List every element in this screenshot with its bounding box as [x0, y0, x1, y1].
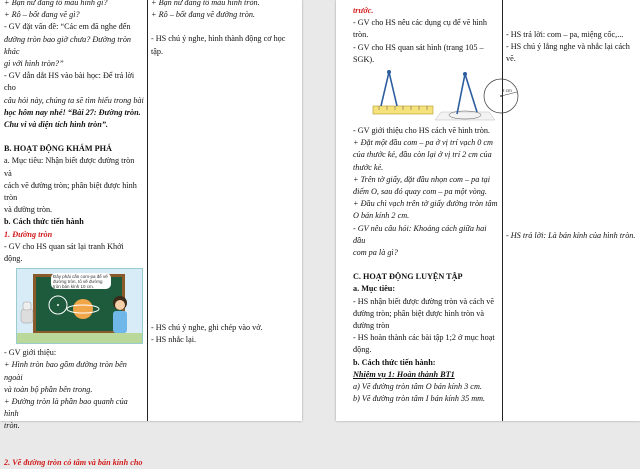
section-heading: C. HOẠT ĐỘNG LUYỆN TẬP [353, 272, 463, 282]
text-line: cách vẽ đường tròn; phân biệt được hình tròn [4, 180, 137, 203]
teacher-activities-column [353, 5, 512, 421]
text-line: và đường tròn. [4, 205, 53, 215]
subsection-heading: 2. Vẽ đường tròn có tâm và bán kính cho [4, 457, 143, 467]
text-line: và toàn bộ phần bên trong. [4, 384, 93, 394]
text-line: - HS chú ý nghe, ghi chép vào vở. [151, 322, 263, 332]
text-line: đường tròn bao giờ chưa? Đường tròn khác [4, 34, 132, 56]
text-line: + Rô – bốt đang vẽ đường tròn. [151, 10, 255, 20]
text-line: - HS trả lời: com – pa, miệng cốc,... [506, 30, 624, 39]
text-line: đường tròn; phân biệt được hình tròn và [353, 308, 484, 318]
lesson-title-line: Chu vi và diện tích hình tròn”. [4, 120, 108, 130]
subsection-heading: 1. Đường tròn [4, 229, 53, 239]
text-line: - GV đặt vấn đề: “Các em đã nghe đến [4, 22, 131, 32]
text-line: + Hình tròn bao gồm đường tròn bên ngoài [4, 360, 127, 382]
text-line: + Trên tờ giấy, đặt đầu nhọn com – pa tại [353, 174, 491, 184]
text-line: O bán kính 2 cm. [353, 211, 410, 221]
task-heading: Nhiệm vụ 1: Hoàn thành BT1 [353, 369, 455, 379]
text-line: tròn. [353, 30, 369, 40]
section-heading: B. HOẠT ĐỘNG KHÁM PHÁ [4, 144, 112, 154]
text-line: - HS chú ý lắng nghe và nhắc lại cách vẽ. [506, 42, 630, 64]
document-page-right [336, 0, 640, 421]
student-activities-column [506, 5, 638, 421]
text-line: - HS nhắc lại. [151, 335, 197, 345]
text-line: động. [353, 345, 372, 355]
text-line: - HS nhận biết được đường tròn và cách vẽ [353, 296, 494, 306]
compass-figure [371, 68, 521, 123]
text-line: + Đường tròn là phần bao quanh của hình [4, 397, 128, 419]
text-line: thước kẻ. [353, 162, 384, 172]
text-line: - GV cho HS quan sát lại tranh Khởi động. [4, 241, 124, 264]
text-line: + Đầu chì vạch trên tờ giấy đường tròn tâm [353, 199, 498, 209]
text-line: tròn. [4, 421, 20, 431]
text-line: - HS chú ý nghe, hình thành động cơ học [151, 34, 286, 44]
text-line: - HS trả lời: Là bán kính của hình tròn. [506, 230, 636, 240]
text-line: a. Mục tiêu: Nhận biết được đường tròn và [4, 156, 135, 178]
text-line: câu hỏi này, chúng ta sẽ tìm hiểu trong bài [4, 95, 144, 105]
text-line: trước. [353, 6, 374, 15]
text-line: - GV cho HS nêu các dụng cụ để vẽ hình [353, 18, 487, 28]
text-line: + Bạn nữ đang tô màu hình gì? [4, 0, 108, 7]
text-line: đường tròn [353, 321, 390, 331]
text-line: + Bạn nữ đang tô màu hình tròn. [151, 0, 260, 7]
text-line: SGK). [353, 54, 375, 64]
radius-label: 2 cm [502, 88, 512, 94]
text-line: gì với hình tròn?” [4, 59, 64, 69]
subheading: a. Mục tiêu: [353, 284, 396, 294]
speech-bubble: Đây phải cấn com-pa để vẽ đường tròn, tô vẽ đường tròn bán kính 10 cm. [51, 273, 111, 289]
text-line: + Rô – bốt đang vẽ gì? [4, 10, 80, 20]
text-line: của thước kẻ, đầu còn lại ở vị trí 2 cm của [353, 150, 492, 160]
teacher-activities-column [4, 0, 144, 467]
text-line: - GV giới thiệu cho HS cách vẽ hình tròn. [353, 126, 490, 136]
text-line: tập. [151, 46, 164, 56]
subheading: b. Cách thức tiến hành: [353, 357, 436, 367]
lesson-title-line: học hôm nay nhé! “Bài 27: Đường tròn. [4, 107, 141, 117]
column-divider [147, 0, 148, 421]
text-line: b) Vẽ đường tròn tâm I bán kính 35 mm. [353, 394, 486, 404]
text-line: - GV nêu câu hỏi: Khoảng cách giữa hai đầu [353, 223, 487, 245]
text-line: a) Vẽ đường tròn tâm O bán kính 3 cm. [353, 382, 482, 392]
text-line: điểm O, sau đó quay com – pa một vòng. [353, 187, 487, 197]
text-line: - HS hoàn thành các bài tập 1;2 ở mục hoạt [353, 333, 495, 343]
column-divider [502, 0, 503, 421]
text-line: - GV dẫn dắt HS vào bài học: Để trả lời cho [4, 71, 135, 93]
subheading: b. Cách thức tiến hành [4, 217, 84, 227]
text-line: com pa là gì? [353, 248, 398, 258]
document-page-left [0, 0, 302, 467]
text-line: - GV giới thiệu: [4, 348, 57, 358]
classroom-illustration [16, 268, 143, 344]
text-line: + Đặt một đầu com – pa ở vị trí vạch 0 cm [353, 138, 493, 148]
text-line: - GV cho HS quan sát hình (trang 105 – [353, 42, 484, 52]
student-activities-column [151, 0, 299, 421]
